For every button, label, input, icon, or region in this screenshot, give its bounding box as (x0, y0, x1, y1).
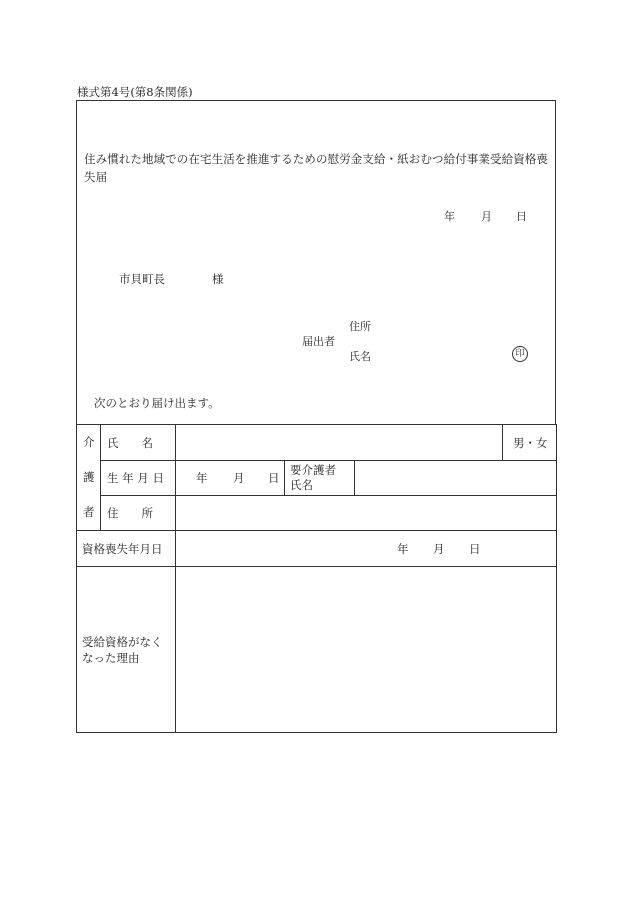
loss-date-field[interactable] (176, 531, 555, 565)
caregiver-name-field[interactable] (176, 425, 501, 459)
birthdate-year-label: 年 (196, 471, 208, 485)
caregiver-group-char-2: 護 (83, 470, 95, 484)
birthdate-day-label: 日 (268, 471, 280, 485)
notifier-label: 届出者 (302, 335, 335, 348)
loss-date-month-label: 月 (433, 542, 445, 556)
submission-day-label: 日 (516, 210, 527, 223)
submission-year-label: 年 (444, 210, 455, 223)
notifier-name-label: 氏名 (349, 350, 371, 363)
caregiver-group-char-3: 者 (83, 505, 95, 519)
birthdate-month-label: 月 (233, 471, 245, 485)
addressee-honorific: 様 (212, 272, 224, 286)
submission-month-label: 月 (481, 210, 492, 223)
caregiver-birthdate-field[interactable] (176, 461, 283, 494)
loss-date-label: 資格喪失年月日 (82, 542, 163, 556)
loss-date-year-label: 年 (397, 542, 409, 556)
reason-label-line2: なった理由 (82, 651, 140, 665)
reason-label-line1: 受給資格がなく (82, 635, 163, 649)
notifier-address-label: 住所 (349, 320, 371, 333)
notification-header-box (76, 100, 556, 425)
loss-date-day-label: 日 (469, 542, 481, 556)
form-number-label: 様式第4号(第8条関係) (77, 85, 193, 99)
reason-field[interactable] (176, 567, 555, 731)
care-recipient-label-line2: 氏名 (290, 478, 313, 492)
caregiver-group-char-1: 介 (83, 435, 95, 449)
caregiver-address-field[interactable] (176, 496, 555, 529)
caregiver-table (76, 424, 557, 733)
form-title: 住み慣れた地域での在宅生活を推進するための慰労金支給・紙おむつ給付事業受給資格喪失届 (84, 152, 548, 184)
caregiver-address-label: 住 所 (107, 506, 153, 520)
caregiver-birthdate-label: 生 年 月 日 (107, 471, 164, 485)
gender-selector[interactable]: 男・女 (513, 436, 548, 450)
addressee-office: 市貝町長 (119, 272, 165, 286)
caregiver-name-label: 氏 名 (107, 436, 153, 450)
seal-mark: 印 (512, 346, 528, 362)
care-recipient-label-line1: 要介護者 (290, 463, 336, 477)
care-recipient-name-field[interactable] (355, 461, 555, 494)
intro-text: 次のとおり届け出ます。 (94, 396, 220, 410)
